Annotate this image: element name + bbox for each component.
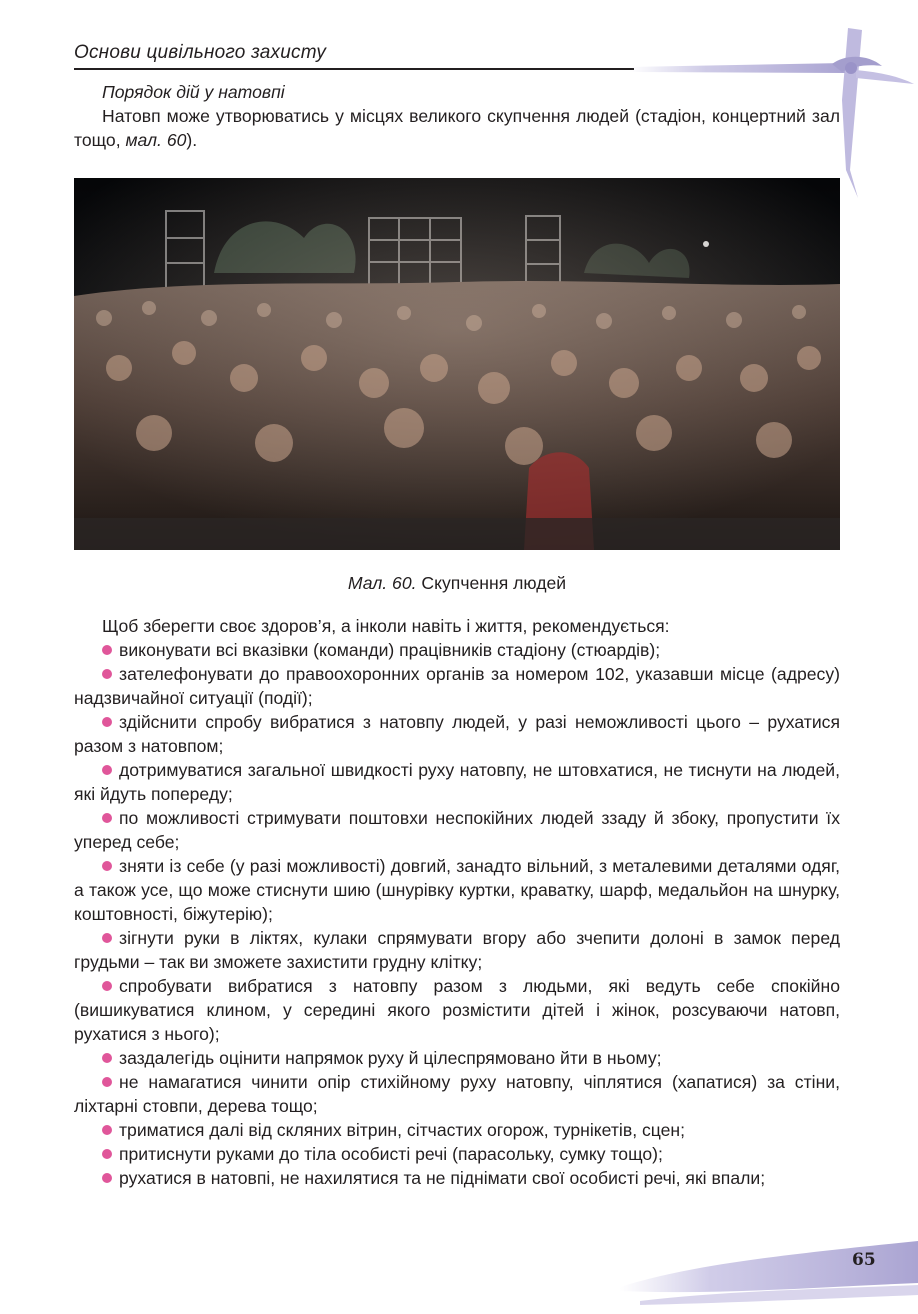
list-item <box>74 758 840 806</box>
figure-caption-label: Мал. 60. <box>347 573 417 593</box>
recommendations-section <box>74 614 840 1190</box>
list-item <box>74 638 840 662</box>
header-rule <box>74 68 634 70</box>
list-item-text: заздалегідь оцінити напрямок руху й цілеспрямовано йти в ньому; <box>119 1048 662 1068</box>
bullet-icon <box>102 1173 112 1183</box>
bullet-icon <box>102 861 112 871</box>
list-item <box>74 974 840 1046</box>
list-item-text: по можливості стримувати поштовхи неспокійних людей ззаду й збоку, пропустити їх уперед себе; <box>74 808 840 852</box>
list-item <box>74 926 840 974</box>
list-item <box>74 1142 840 1166</box>
intro-paragraph <box>74 104 840 152</box>
bullet-icon <box>102 813 112 823</box>
figure-caption-text: Скупчення людей <box>416 573 567 593</box>
list-item <box>74 662 840 710</box>
bullet-icon <box>102 765 112 775</box>
list-item-text: дотримуватися загальної швидкості руху натовпу, не штовхатися, не тиснути на людей, які йдуть попереду; <box>74 760 840 804</box>
list-item <box>74 806 840 854</box>
intro-text-end: ). <box>186 130 198 150</box>
page-number: 65 <box>852 1250 876 1270</box>
list-item <box>74 1166 840 1190</box>
bullet-icon <box>102 1077 112 1087</box>
list-item-text: не намагатися чинити опір стихійному руху натовпу, чіплятися (хапатися) за стіни, ліхтарні стовпи, дерева тощо; <box>74 1072 840 1116</box>
crowd-photo <box>74 178 840 550</box>
bullet-icon <box>102 933 112 943</box>
figure-caption <box>74 573 840 594</box>
list-item-text: здійснити спробу вибратися з натовпу людей, у разі неможливості цього – рухатися разом з натовпом; <box>74 712 840 756</box>
bullet-icon <box>102 645 112 655</box>
bullet-icon <box>102 981 112 991</box>
list-item <box>74 1070 840 1118</box>
list-item <box>74 710 840 758</box>
list-item-text: зняти із себе (у разі можливості) довгий, занадто вільний, з металевими деталями одяг, а також усе, що може стиснути шию (шнурівку куртки, краватку, шарф, медальйон на шнурку, коштовності, біжутерію); <box>74 856 840 924</box>
section-subheading: Порядок дій у натовпі <box>102 82 285 102</box>
list-item-text: виконувати всі вказівки (команди) працівників стадіону (стюардів); <box>119 640 661 660</box>
list-item-text: рухатися в натовпі, не нахилятися та не піднімати свої особисті речі, які впали; <box>119 1168 766 1188</box>
list-item-text: притиснути руками до тіла особисті речі (парасольку, сумку тощо); <box>119 1144 663 1164</box>
running-header: Основи цивільного захисту <box>74 42 327 63</box>
list-item <box>74 1046 840 1070</box>
list-item <box>74 1118 840 1142</box>
list-item-text: зателефонувати до правоохоронних органів за номером 102, указавши місце (адресу) надзвичайної ситуації (події); <box>74 664 840 708</box>
recommendations-lead: Щоб зберегти своє здоров’я, а інколи навіть і життя, рекомендується: <box>102 616 670 636</box>
list-item-text: спробувати вибратися з натовпу разом з людьми, які ведуть себе спокійно (вишикуватися клином, у середині якого розмістити дітей і жінок, розсуваючи натовп, рухатися з нього); <box>74 976 840 1044</box>
intro-text: Натовп може утворюватись у місцях великого скупчення людей (стадіон, концертний зал тощо, <box>74 106 840 150</box>
bullet-icon <box>102 1149 112 1159</box>
list-item <box>74 854 840 926</box>
crowd-photo-illustration <box>74 178 840 550</box>
intro-section <box>74 80 840 152</box>
bullet-icon <box>102 1125 112 1135</box>
bullet-icon <box>102 1053 112 1063</box>
figure-reference: мал. 60 <box>125 130 187 150</box>
bullet-icon <box>102 717 112 727</box>
list-item-text: зігнути руки в ліктях, кулаки спрямувати вгору або зчепити долоні в замок перед грудьми – так ви зможете захистити грудну клітку; <box>74 928 840 972</box>
bullet-icon <box>102 669 112 679</box>
list-item-text: триматися далі від скляних вітрин, сітчастих огорож, турнікетів, сцен; <box>119 1120 686 1140</box>
